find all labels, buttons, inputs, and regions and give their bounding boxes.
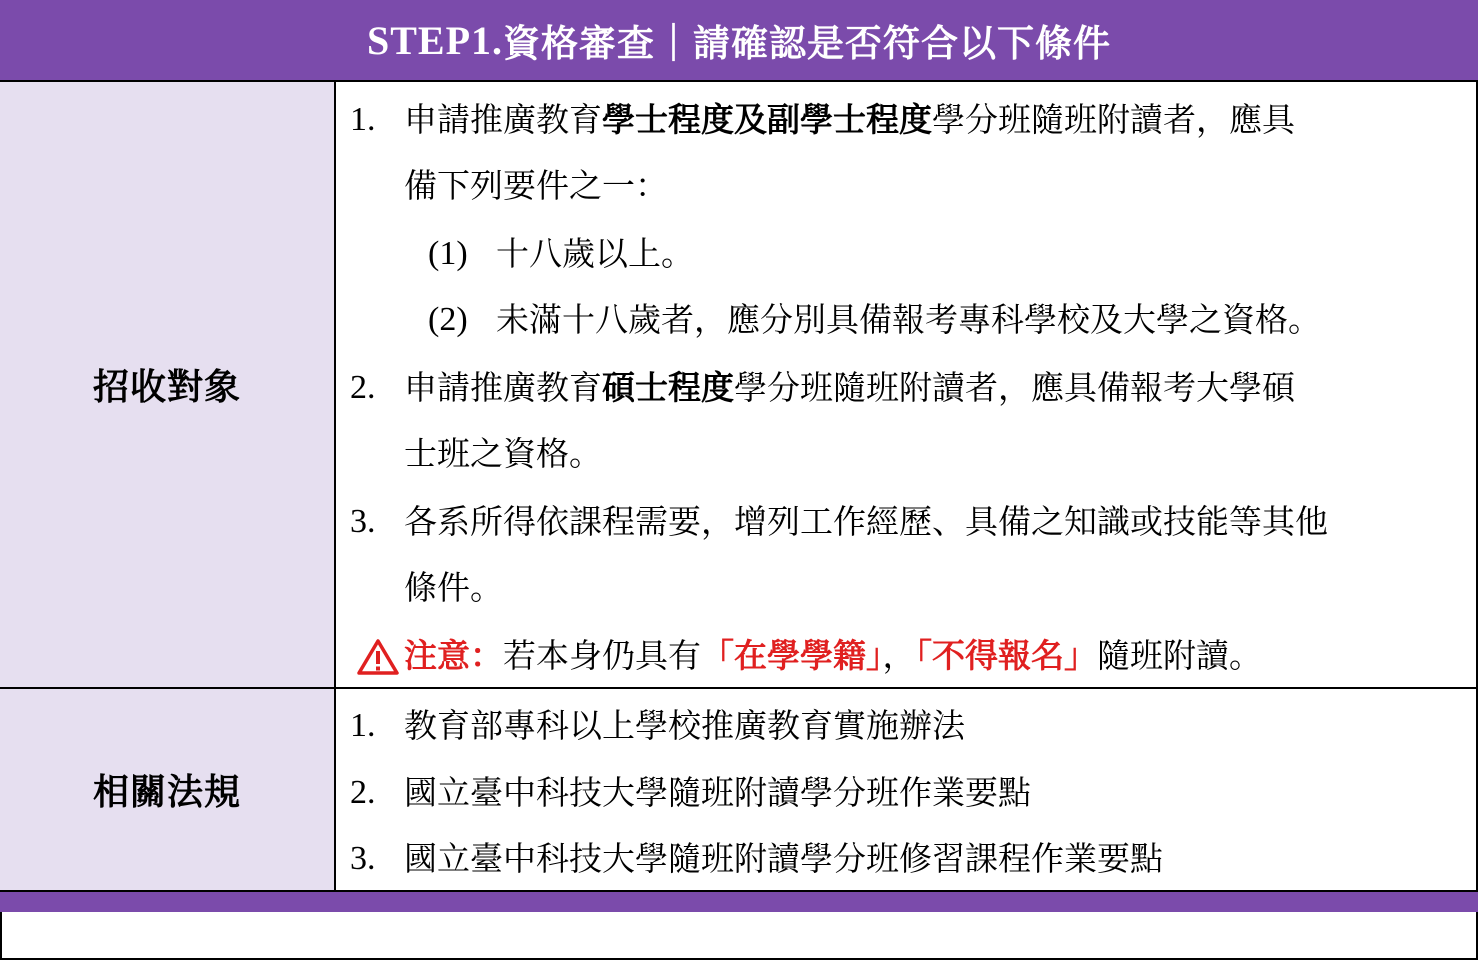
item-text: 申請推廣教育 xyxy=(404,100,602,139)
item-3-line-2 xyxy=(336,568,1478,608)
item-number: 3. xyxy=(350,840,376,877)
warning-quote-not-allowed: 「不得報名」 xyxy=(915,636,1097,675)
sub-item-1 xyxy=(336,234,1478,274)
item-text: 學分班隨班附讀者，應具備報考大學碩 xyxy=(734,368,1295,407)
regulation-item xyxy=(336,773,1478,813)
item-text: 各系所得依課程需要，增列工作經歷、具備之知識或技能等其他 xyxy=(404,502,1328,541)
eligibility-content xyxy=(336,82,1478,687)
item-2-line-1 xyxy=(336,368,1478,408)
item-1-line-2 xyxy=(336,166,1478,206)
sub-item-number: (1) xyxy=(428,235,468,272)
warning-text: 隨班附讀。 xyxy=(1097,636,1262,675)
item-number: 3. xyxy=(350,503,376,540)
sub-item-text: 未滿十八歲者，應分別具備報考專科學校及大學之資格。 xyxy=(496,300,1321,339)
eligibility-row xyxy=(0,82,1478,689)
item-text: 備下列要件之一： xyxy=(404,166,668,205)
warning-label: 注意： xyxy=(404,636,503,675)
warning-separator: ， xyxy=(882,636,916,675)
sub-item-2 xyxy=(336,300,1478,340)
regulations-content xyxy=(336,689,1478,890)
item-emphasis: 碩士程度 xyxy=(602,368,734,407)
item-number: 2. xyxy=(350,369,376,406)
regulations-label: 相關法規 xyxy=(0,689,336,890)
warning-text: 若本身仍具有 xyxy=(503,636,701,675)
item-number: 1. xyxy=(350,707,376,744)
item-number: 2. xyxy=(350,774,376,811)
warning-triangle-icon xyxy=(356,638,400,676)
regulation-item xyxy=(336,839,1478,879)
next-section-header xyxy=(0,892,1478,912)
item-text: 申請推廣教育 xyxy=(404,368,602,407)
item-number: 1. xyxy=(350,101,376,138)
regulation-text: 教育部專科以上學校推廣教育實施辦法 xyxy=(404,706,965,745)
item-text: 學分班隨班附讀者，應具 xyxy=(932,100,1295,139)
sub-item-number: (2) xyxy=(428,301,468,338)
warning-quote-enrolled: 「在學學籍」 xyxy=(701,636,883,675)
item-1-line-1 xyxy=(336,100,1478,140)
eligibility-label: 招收對象 xyxy=(0,82,336,687)
step-number: STEP1. xyxy=(366,17,504,63)
item-3-line-1 xyxy=(336,502,1478,542)
step-header xyxy=(0,0,1478,82)
warning-note xyxy=(336,636,1478,676)
regulation-text: 國立臺中科技大學隨班附讀學分班修習課程作業要點 xyxy=(404,839,1163,878)
regulations-row xyxy=(0,689,1478,892)
regulation-text: 國立臺中科技大學隨班附讀學分班作業要點 xyxy=(404,773,1031,812)
item-text: 條件。 xyxy=(404,568,503,607)
item-2-line-2 xyxy=(336,434,1478,474)
sub-item-text: 十八歲以上。 xyxy=(496,234,694,273)
item-emphasis: 學士程度及副學士程度 xyxy=(602,100,932,139)
regulation-item xyxy=(336,706,1478,746)
step-title: 資格審查｜請確認是否符合以下條件 xyxy=(503,22,1112,65)
item-text: 士班之資格。 xyxy=(404,434,602,473)
